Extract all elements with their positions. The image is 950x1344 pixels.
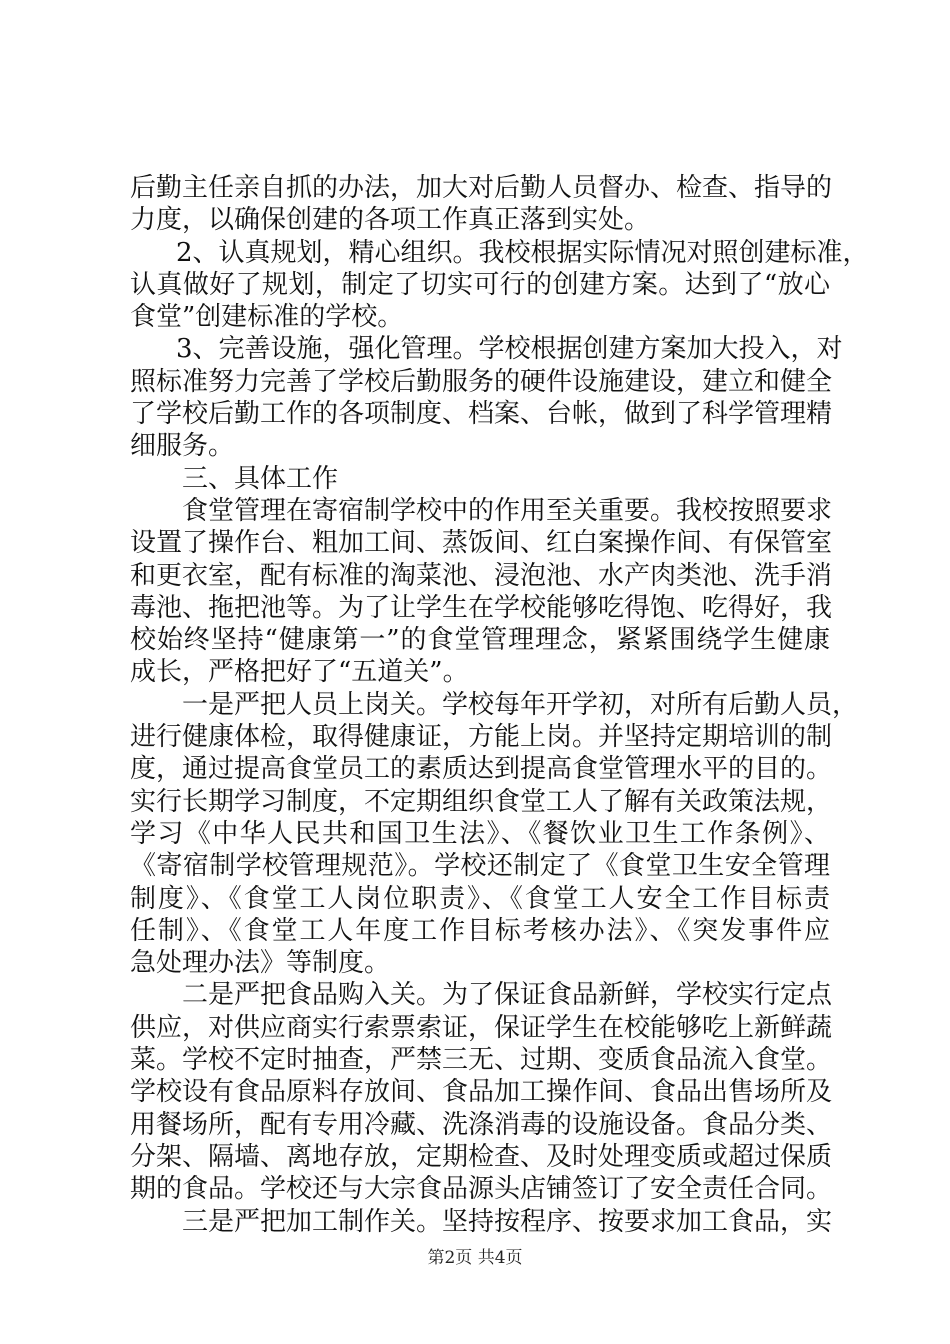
text-line-31: 分架、隔墙、离地存放，定期检查、及时处理变质或超过保质: [130, 1141, 833, 1172]
text-line-5: 食堂”创建标准的学校。: [130, 302, 404, 333]
section-heading: 三、具体工作: [182, 463, 339, 494]
text-line-19: 度，通过提高食堂员工的素质达到提高食堂管理水平的目的。: [130, 754, 833, 785]
text-line-8: 了学校后勤工作的各项制度、档案、台帐，做到了科学管理精: [130, 399, 833, 430]
text-line-1: 后勤主任亲自抓的办法，加大对后勤人员督办、检查、指导的: [130, 173, 833, 203]
text-line-6: 3、完善设施，强化管理。学校根据创建方案加大投入，对: [176, 334, 843, 365]
text-line-12: 设置了操作台、粗加工间、蒸饭间、红白案操作间、有保管室: [130, 528, 833, 559]
text-line-32: 期的食品。学校还与大宗食品源头店铺签订了安全责任合同。: [130, 1174, 833, 1205]
text-line-11: 食堂管理在寄宿制学校中的作用至关重要。我校按照要求: [182, 495, 833, 526]
text-line-25: 急处理办法》等制度。: [130, 948, 391, 979]
text-line-7: 照标准努力完善了学校后勤服务的硬件设施建设，建立和健全: [130, 366, 833, 397]
text-line-17: 一是严把人员上岗关。学校每年开学初，对所有后勤人员，: [182, 689, 859, 720]
text-line-3: 2、认真规划，精心组织。我校根据实际情况对照创建标准，: [176, 237, 869, 268]
document-body: [130, 172, 869, 1238]
text-line-14: 毒池、拖把池等。为了让学生在学校能够吃得饱、吃得好，我: [130, 592, 833, 623]
text-line-16: 成长，严格把好了“五道关”。: [130, 657, 469, 688]
text-line-18: 进行健康体检，取得健康证，方能上岗。并坚持定期培训的制: [130, 722, 833, 753]
text-line-29: 学校设有食品原料存放间、食品加工操作间、食品出售场所及: [130, 1077, 833, 1108]
text-line-2: 力度，以确保创建的各项工作真正落到实处。: [130, 205, 651, 236]
text-line-15: 校始终坚持“健康第一”的食堂管理理念，紧紧围绕学生健康: [130, 625, 830, 656]
text-line-4: 认真做好了规划，制定了切实可行的创建方案。达到了“放心: [130, 269, 830, 300]
text-line-21: 学习《中华人民共和国卫生法》、《餐饮业卫生工作条例》、: [130, 818, 830, 849]
text-line-27: 供应，对供应商实行索票索证，保证学生在校能够吃上新鲜蔬: [130, 1012, 833, 1043]
page-number-footer: 第2页 共4页: [427, 1248, 523, 1268]
text-line-26: 二是严把食品购入关。为了保证食品新鲜，学校实行定点: [182, 980, 833, 1011]
text-line-30: 用餐场所，配有专用冷藏、洗涤消毒的设施设备。食品分类、: [130, 1109, 833, 1140]
text-line-13: 和更衣室，配有标准的淘菜池、浸泡池、水产肉类池、洗手消: [130, 560, 833, 591]
text-line-20: 实行长期学习制度，不定期组织食堂工人了解有关政策法规，: [130, 786, 833, 817]
text-line-28: 菜。学校不定时抽查，严禁三无、过期、变质食品流入食堂。: [130, 1045, 833, 1076]
text-line-9: 细服务。: [130, 431, 235, 462]
text-line-22: 《寄宿制学校管理规范》。学校还制定了《食堂卫生安全管理: [130, 851, 830, 882]
text-line-33: 三是严把加工制作关。坚持按程序、按要求加工食品，实: [182, 1206, 833, 1237]
text-line-23: 制度》、《食堂工人岗位职责》、《食堂工人安全工作目标责: [130, 883, 830, 914]
text-line-24: 任制》、《食堂工人年度工作目标考核办法》、《突发事件应: [130, 915, 830, 946]
